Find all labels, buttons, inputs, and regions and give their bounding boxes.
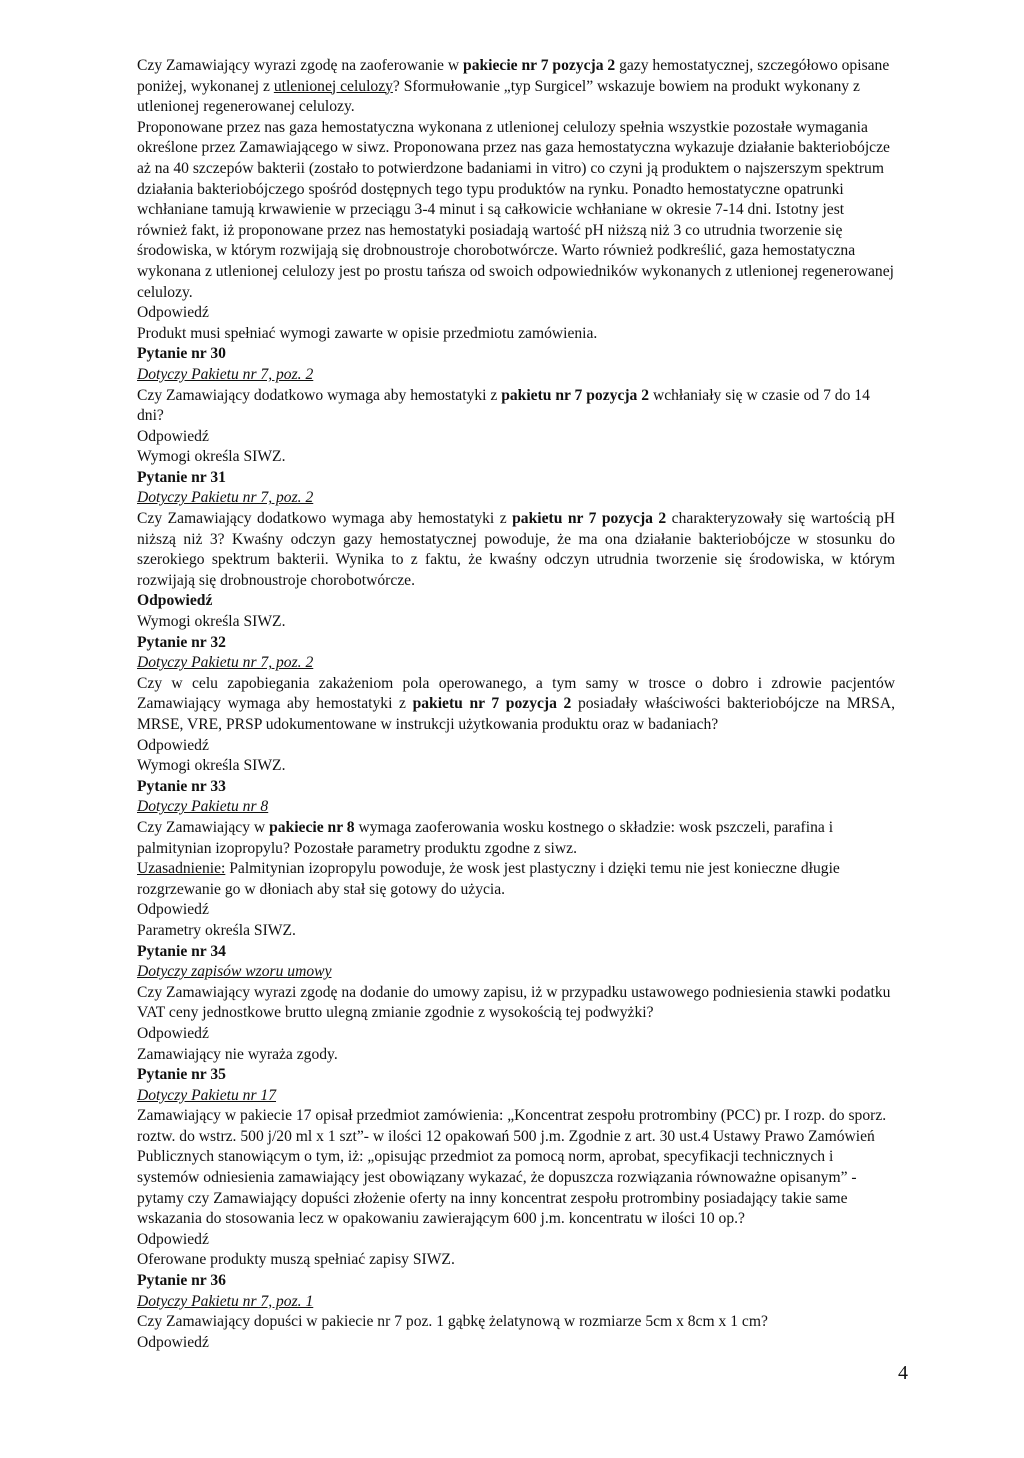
q32-question (137, 674, 895, 736)
page-number: 4 (898, 1362, 908, 1384)
q31-answer-label: Odpowiedź (137, 592, 213, 610)
q35-reference: Dotyczy Pakietu nr 17 (137, 1086, 277, 1104)
q31-answer: Wymogi określa SIWZ. (137, 613, 286, 631)
q32-package-ref: pakietu nr 7 pozycja 2 (412, 695, 572, 713)
q36-question: Czy Zamawiający dopuści w pakiecie nr 7 poz. 1 gąbkę żelatynową w rozmiarze 5cm x 8cm x 1 cm? (137, 1313, 768, 1331)
intro-text-3: gazy hemostatycznej, szczegółowo opisane poniżej, wykonanej z (137, 57, 890, 95)
intro-text-1: Czy Zamawiający wyrazi zgodę na zaoferowanie w (137, 57, 464, 74)
q30-title: Pytanie nr 30 (137, 345, 226, 363)
q36-title: Pytanie nr 36 (137, 1272, 226, 1290)
q30-question (137, 386, 895, 427)
q32-text-3: posiadały właściwości bakteriobójcze na MRSA, MRSE, VRE, PRSP udokumentowane w instrukcji użytkowania produktu oraz w badaniach? (137, 695, 896, 733)
q33-package-ref: pakiecie nr 8 (269, 818, 355, 836)
q33-answer: Parametry określa SIWZ. (137, 921, 296, 939)
q35-question: Zamawiający w pakiecie 17 opisał przedmiot zamówienia: „Koncentrat zespołu protrombiny (PCC) pr. I rozp. do sporz. roztw. do wstrz. 500 j/20 ml x 1 szt”- w ilości 12 opakowań 500 j.m. Zgodnie z art. 30 ust.4 Ustawy Prawo Zamówień Publicznych stanowiącym o tym, iż: „opisując przedmiot za pomocą norm, aprobat, specyfikacji technicznych i systemów odniesienia zamawiający jest obowiązany wykazać, że dopuszcza rozwiązania równoważne opisanym” -pytamy czy Zamawiający dopuści złożenie oferty na inny koncentrat zespołu protrombiny posiadający takie same wskazania do stosowania lecz w opakowaniu zawierającym 600 j.m. koncentratu w ilości 10 op.? (137, 1107, 887, 1228)
intro-answer: Produkt musi spełniać wymogi zawarte w opisie przedmiotu zamówienia. (137, 324, 598, 342)
q32-answer: Wymogi określa SIWZ. (137, 757, 286, 775)
q31-question (137, 509, 895, 591)
q34-title: Pytanie nr 34 (137, 942, 226, 960)
q30-text-1: Czy Zamawiający dodatkowo wymaga aby hemostatyki z (137, 386, 502, 404)
q32-text-1: Czy w celu zapobiegania zakażeniom pola operowanego, a tym samy w trosce o dobro i zdrowie pacjentów Zamawiający wymaga aby hemostatyki z (137, 674, 895, 713)
document-page (137, 56, 895, 1353)
q30-text-3: wchłaniały się w czasie od 7 do 14 dni? (137, 386, 870, 425)
q32-title: Pytanie nr 32 (137, 633, 226, 651)
q33-title: Pytanie nr 33 (137, 777, 226, 795)
q33-justification (137, 859, 895, 900)
q35-answer: Oferowane produkty muszą spełniać zapisy SIWZ. (137, 1251, 455, 1269)
q33-question (137, 818, 895, 859)
q33-answer-label: Odpowiedź (137, 901, 209, 919)
q31-title: Pytanie nr 31 (137, 468, 226, 486)
intro-underlined-term: utlenionej celulozy (273, 77, 393, 95)
q35-answer-label: Odpowiedź (137, 1230, 209, 1248)
q30-reference: Dotyczy Pakietu nr 7, poz. 2 (137, 365, 314, 383)
q34-question: Czy Zamawiający wyrazi zgodę na dodanie do umowy zapisu, iż w przypadku ustawowego podniesienia stawki podatku VAT ceny jednostkowe brutto ulegną zmianie zgodnie z wysokością tej podwyżki? (137, 983, 891, 1022)
q33-justification-label: Uzasadnienie: (137, 860, 226, 878)
intro-text-5: ? Sformułowanie „typ Surgicel” wskazuje bowiem na produkt wykonany z utlenionej regenerowanej celulozy. (137, 77, 860, 116)
q30-package-ref: pakietu nr 7 pozycja 2 (501, 386, 650, 404)
q31-package-ref: pakietu nr 7 pozycja 2 (512, 510, 667, 528)
q36-reference: Dotyczy Pakietu nr 7, poz. 1 (137, 1292, 314, 1310)
q33-reference: Dotyczy Pakietu nr 8 (137, 798, 269, 816)
q36-answer-label: Odpowiedź (137, 1333, 209, 1351)
q32-reference: Dotyczy Pakietu nr 7, poz. 2 (137, 654, 314, 672)
q31-text-1: Czy Zamawiający dodatkowo wymaga aby hemostatyki z (137, 510, 513, 528)
intro-question (137, 56, 895, 118)
q34-answer-label: Odpowiedź (137, 1024, 209, 1042)
q30-answer-label: Odpowiedź (137, 427, 209, 445)
intro-package-ref: pakiecie nr 7 pozycja 2 (463, 57, 616, 74)
q34-answer: Zamawiający nie wyraża zgody. (137, 1045, 338, 1063)
intro-justification: Proponowane przez nas gaza hemostatyczna wykonana z utlenionej celulozy spełnia wszystkie pozostałe wymagania określone przez Zamawiającego w siwz. Proponowana przez nas gaza hemostatyczna wykazuje działanie bakteriobójcze aż na 40 szczepów bakterii (zostało to potwierdzone badaniami in vitro) co czyni ją produktem o najszerszym spektrum działania bakteriobójczego spośród dostępnych tego typu produktów na rynku. Ponadto hemostatyczne opatrunki wchłaniane tamują krwawienie w przeciągu 3-4 minut i są całkowicie wchłaniane w okresie 7-14 dni. Istotny jest również fakt, iż proponowane przez nas hemostatyki posiadają wartość pH niższą niż 3 co utrudnia tworzenie się środowiska, w którym rozwijają się drobnoustroje chorobotwórcze. Warto również podkreślić, gaza hemostatyczna wykonana z utlenionej celulozy jest po prostu tańsza od swoich odpowiedników wykonanych z utlenionej regenerowanej celulozy. (137, 118, 894, 301)
q30-answer: Wymogi określa SIWZ. (137, 448, 286, 466)
q31-text-3: charakteryzowały się wartością pH niższą niż 3? Kwaśny odczyn gazy hemostatycznej powoduje, że ma ona działanie bakteriobójcze w stosunku do szerokiego spektrum bakterii. Wynika to z faktu, że kwaśny odczyn utrudnia tworzenie się środowiska, w którym rozwijają się drobnoustroje chorobotwórcze. (137, 510, 896, 589)
intro-answer-label: Odpowiedź (137, 304, 209, 322)
q33-justification-text: Palmitynian izopropylu powoduje, że wosk jest plastyczny i dzięki temu nie jest konieczne długie rozgrzewanie go w dłoniach aby stał się gotowy do użycia. (137, 860, 840, 898)
q33-text-1: Czy Zamawiający w (137, 818, 270, 836)
q31-reference: Dotyczy Pakietu nr 7, poz. 2 (137, 489, 314, 507)
q32-answer-label: Odpowiedź (137, 736, 209, 754)
q35-title: Pytanie nr 35 (137, 1066, 226, 1084)
q33-text-3: wymaga zaoferowania wosku kostnego o składzie: wosk pszczeli, parafina i palmitynian izopropylu? Pozostałe parametry produktu zgodne z siwz. (137, 818, 834, 857)
q34-reference: Dotyczy zapisów wzoru umowy (137, 963, 332, 981)
